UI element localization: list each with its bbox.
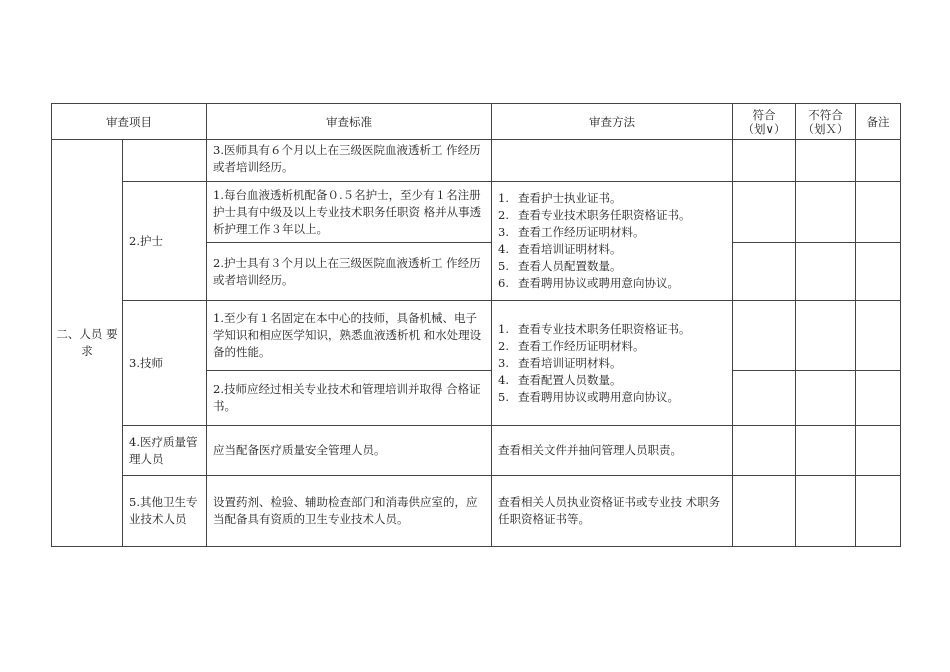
nonconform-cell[interactable] <box>796 371 856 426</box>
other-method: 查看相关人员执业资格证书或专业技 术职务任职资格证书等。 <box>492 476 733 547</box>
remark-cell[interactable] <box>856 476 901 547</box>
header-conform <box>733 104 796 140</box>
nurse-label: 2.护士 <box>123 182 207 301</box>
nonconform-cell[interactable] <box>796 140 856 182</box>
nonconform-cell[interactable] <box>796 243 856 301</box>
conform-cell[interactable] <box>733 426 796 476</box>
doctor-method-cell <box>492 140 733 182</box>
remark-cell[interactable] <box>856 140 901 182</box>
nurse-std1: 1.每台血液透析机配备０.５名护士，至少有１名注册护士具有中级及以上专业技术职务任职资 格并从事透析护理工作３年以上。 <box>207 182 492 243</box>
remark-cell[interactable] <box>856 182 901 243</box>
conform-cell[interactable] <box>733 371 796 426</box>
table-row <box>52 301 901 371</box>
header-conform-mark: （划∨） <box>742 121 786 136</box>
tech-std1: 1.至少有１名固定在本中心的技师，具备机械、电子学知识和相应医学知识，熟悉血液透析机 和水处理设备的性能。 <box>207 301 492 371</box>
quality-method: 查看相关文件并抽问管理人员职责。 <box>492 426 733 476</box>
header-remark: 备注 <box>856 104 901 140</box>
table-row <box>52 182 901 243</box>
doctor-std3: 3.医师具有６个月以上在三级医院血液透析工 作经历或者培训经历。 <box>207 140 492 182</box>
table-row <box>52 140 901 182</box>
tech-methods <box>492 301 733 426</box>
doctor-label-cell <box>123 140 207 182</box>
header-row <box>52 104 901 140</box>
remark-cell[interactable] <box>856 243 901 301</box>
section-label: 二、人员 要求 <box>52 140 123 547</box>
tech-std2: 2.技师应经过相关专业技术和管理培训并取得 合格证书。 <box>207 371 492 426</box>
conform-cell[interactable] <box>733 182 796 243</box>
nonconform-cell[interactable] <box>796 426 856 476</box>
other-label: 5.其他卫生专业技术人员 <box>123 476 207 547</box>
table-row <box>52 476 901 547</box>
list-item: 6. 查看聘用协议或聘用意向协议。 <box>498 276 679 290</box>
nonconform-cell[interactable] <box>796 182 856 243</box>
list-item: 2. 查看专业技术职务任职资格证书。 <box>498 208 691 222</box>
list-item: 4. 查看配置人员数量。 <box>498 372 622 387</box>
other-std: 设置药剂、检验、辅助检查部门和消毒供应室的，应当配备具有资质的卫生专业技术人员。 <box>207 476 492 547</box>
conform-cell[interactable] <box>733 476 796 547</box>
list-item: 3. 查看培训证明材料。 <box>498 355 622 370</box>
conform-cell[interactable] <box>733 243 796 301</box>
quality-label: 4.医疗质量管理人员 <box>123 426 207 476</box>
header-item: 审查项目 <box>52 104 207 140</box>
tech-label: 3.技师 <box>123 301 207 426</box>
header-standard: 审查标准 <box>207 104 492 140</box>
nonconform-cell[interactable] <box>796 476 856 547</box>
list-item: 2. 查看工作经历证明材料。 <box>498 338 645 353</box>
list-item: 1. 查看护士执业证书。 <box>498 191 622 205</box>
review-table <box>51 103 901 547</box>
nonconform-cell[interactable] <box>796 301 856 371</box>
list-item: 3. 查看工作经历证明材料。 <box>498 225 645 239</box>
remark-cell[interactable] <box>856 426 901 476</box>
header-nonconform-label: 不符合 <box>808 107 843 122</box>
list-item: 5. 查看聘用协议或聘用意向协议。 <box>498 389 679 404</box>
header-nonconform-mark: （划Ｘ） <box>802 121 849 136</box>
table-row <box>52 426 901 476</box>
quality-std: 应当配备医疗质量安全管理人员。 <box>207 426 492 476</box>
nurse-methods <box>492 182 733 301</box>
header-method: 审查方法 <box>492 104 733 140</box>
header-nonconform <box>796 104 856 140</box>
list-item: 1. 查看专业技术职务任职资格证书。 <box>498 321 691 336</box>
list-item: 5. 查看人员配置数量。 <box>498 259 622 273</box>
remark-cell[interactable] <box>856 301 901 371</box>
conform-cell[interactable] <box>733 301 796 371</box>
remark-cell[interactable] <box>856 371 901 426</box>
header-conform-label: 符合 <box>752 107 776 122</box>
nurse-std2: 2.护士具有３个月以上在三级医院血液透析工 作经历或者培训经历。 <box>207 243 492 301</box>
list-item: 4. 查看培训证明材料。 <box>498 242 622 256</box>
conform-cell[interactable] <box>733 140 796 182</box>
